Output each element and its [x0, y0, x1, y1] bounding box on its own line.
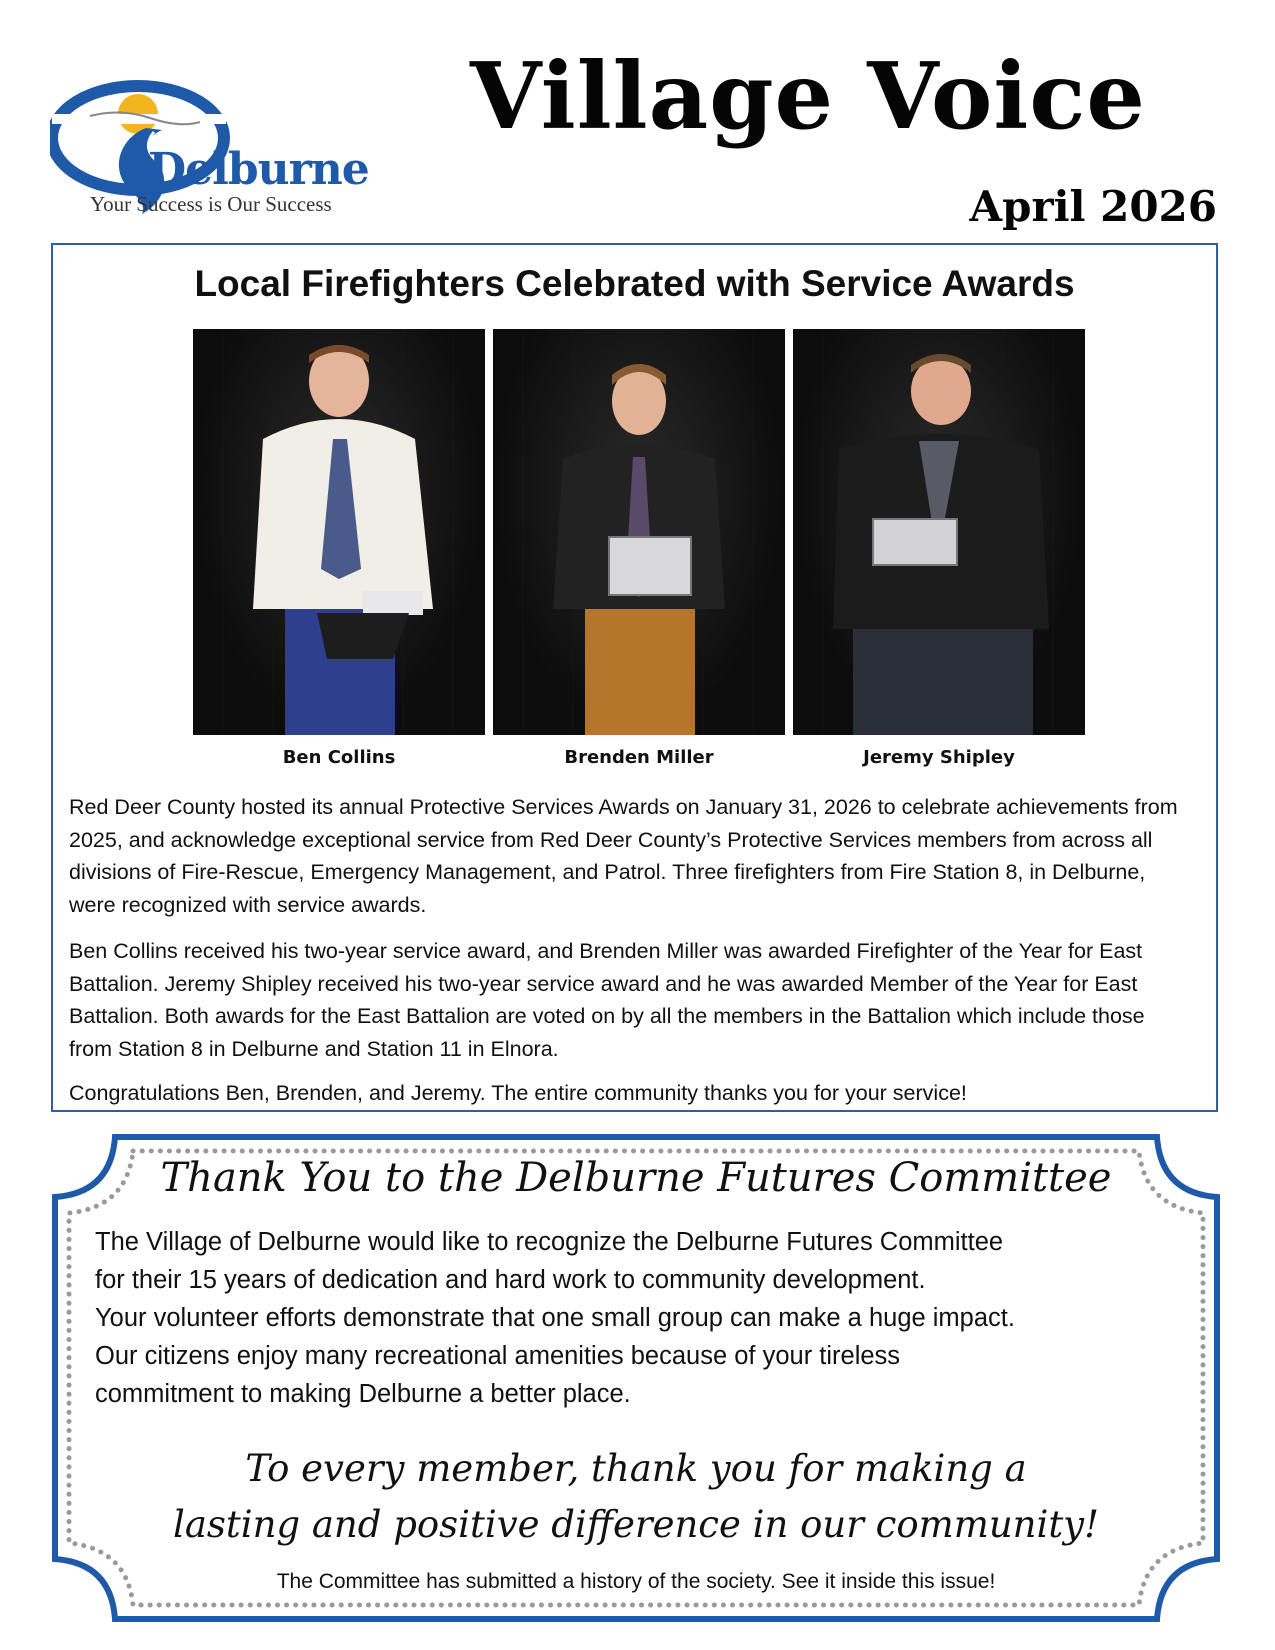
committee-thank-you-box — [51, 1133, 1221, 1623]
caption-brenden-miller: Brenden Miller — [564, 747, 714, 768]
person-photo-icon — [493, 329, 785, 735]
person-photo-icon — [793, 329, 1085, 735]
committee-body-line: The Village of Delburne would like to recognize the Delburne Futures Committee — [95, 1228, 1004, 1256]
photo-ben-collins — [193, 329, 485, 735]
delburne-logo — [50, 78, 420, 218]
photo-brenden-miller — [493, 329, 785, 735]
committee-body-line: for their 15 years of dedication and hard work to community development. — [95, 1266, 926, 1294]
committee-title: Thank You to the Delburne Futures Committee — [160, 1155, 1112, 1201]
article-paragraph: Ben Collins received his two-year service award, and Brenden Miller was awarded Firefighter of the Year for East Battalion. Jeremy Shipley received his two-year service award and he was awarded Member of the Year for East Battalion. Both awards for the East Battalion are voted on by all the members in the Battalion which include those from Station 8 in Delburne and Station 11 in Elnora. — [69, 939, 1145, 1061]
thanks-line: lasting and positive difference in our community! — [173, 1503, 1099, 1546]
caption-ben-collins: Ben Collins — [282, 747, 396, 768]
article-title: Local Firefighters Celebrated with Service Awards — [194, 263, 1075, 304]
committee-body — [95, 1223, 1175, 1413]
committee-thanks-message — [51, 1441, 1221, 1553]
committee-body-line: Your volunteer efforts demonstrate that one small group can make a huge impact. — [95, 1304, 1015, 1332]
article-paragraph: Congratulations Ben, Brenden, and Jeremy. The entire community thanks you for your service! — [69, 1081, 967, 1105]
committee-body-line: commitment to making Delburne a better place. — [95, 1380, 631, 1408]
photo-jeremy-shipley — [793, 329, 1085, 735]
committee-footnote: The Committee has submitted a history of the society. See it inside this issue! — [276, 1570, 996, 1593]
logo-wordmark: Delburne — [148, 144, 369, 195]
thanks-line: To every member, thank you for making a — [245, 1447, 1027, 1490]
firefighters-article — [51, 243, 1218, 1112]
person-photo-icon — [193, 329, 485, 735]
caption-jeremy-shipley: Jeremy Shipley — [863, 747, 1015, 768]
issue-date: April 2026 — [969, 182, 1217, 231]
logo-tagline: Your Success is Our Success — [90, 192, 332, 216]
article-paragraph: Red Deer County hosted its annual Protective Services Awards on January 31, 2026 to celebrate achievements from 2025, and acknowledge exceptional service from Red Deer County’s Protective Services members from across all divisions of Fire-Rescue, Emergency Management, and Patrol. Three firefighters from Fire Station 8, in Delburne, were recognized with service awards. — [69, 795, 1178, 917]
committee-body-line: Our citizens enjoy many recreational amenities because of your tireless — [95, 1342, 901, 1370]
newsletter-title: Village Voice — [470, 42, 1146, 150]
